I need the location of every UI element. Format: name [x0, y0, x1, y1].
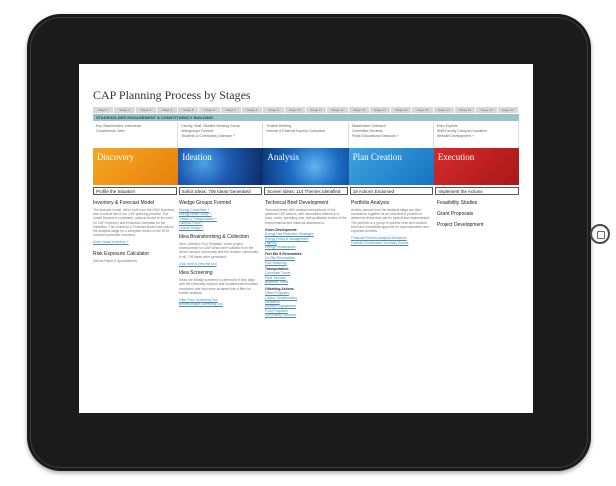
- link-item[interactable]: Staff-Faculty Campus Education: [436, 129, 487, 133]
- section-link[interactable]: Education: [265, 299, 280, 304]
- section-text: Actions passed from the analysis stage are then considered together as an investment portfolio to determine those that can be funded and implemented. The portfolio is a group of specific near term actions that have immediate approval for implementation and expected benefits.: [351, 208, 430, 234]
- section-heading: Wedge Groups Formed: [179, 200, 232, 206]
- link-item[interactable]: Key Stakeholders, Interviews: [96, 124, 142, 128]
- execution-column: [437, 199, 519, 399]
- stakeholder-links: [93, 122, 519, 148]
- links-column: [263, 122, 348, 148]
- link-item[interactable]: Students & Community Outreach +: [181, 134, 236, 138]
- link-item[interactable]: Stakeholder Outreach: [351, 124, 386, 128]
- stage-label: Stage 18: [455, 107, 476, 113]
- section-heading: Portfolio Analysis: [351, 200, 390, 206]
- stage-label: Stage 2: [114, 107, 135, 113]
- section-subheading: Transportation:: [265, 267, 290, 272]
- banner-label: Ideation: [182, 152, 212, 162]
- section-link[interactable]: Commuter Travel: [265, 271, 291, 276]
- stage-summaries: [93, 187, 519, 195]
- section-link[interactable]: Fuel Switching: [265, 260, 287, 265]
- stage-label: Stage 8: [242, 107, 263, 113]
- section-link[interactable]: Energy Policy & Management: [265, 236, 309, 241]
- link-item[interactable]: Committee Reviews: [351, 129, 383, 133]
- analysis-banner[interactable]: [263, 148, 348, 185]
- home-button[interactable]: [590, 224, 610, 244]
- section-heading: Idea Screening: [179, 270, 213, 277]
- stage-label: Stage 12: [327, 107, 348, 113]
- link-item[interactable]: Faculty, Staff, Student Working Group: [181, 124, 240, 128]
- summary-box: Screen Ideas: 114 Themes Identified: [264, 187, 348, 195]
- stage-label: Stage 5: [178, 107, 199, 113]
- link-item[interactable]: Workgroups Formed: [181, 129, 214, 133]
- links-column: [349, 122, 434, 148]
- section-link[interactable]: Community Outreach: [265, 313, 297, 318]
- banner-label: Analysis: [267, 152, 299, 162]
- link-item[interactable]: Internal & External Experts Consulted: [266, 129, 325, 133]
- stage-label: Stage 1: [93, 107, 114, 113]
- stage-label: Stage 7: [221, 107, 242, 113]
- banner-label: Execution: [437, 152, 475, 162]
- section-link[interactable]: Campus Food +: [179, 221, 203, 226]
- stage-label: Stage 6: [199, 107, 220, 113]
- section-link[interactable]: Benefit/Impact Screening Tool: [179, 302, 223, 307]
- link-item[interactable]: Website Development +: [436, 134, 475, 138]
- links-column: [434, 122, 519, 148]
- section-link[interactable]: Business Travel: [265, 280, 289, 285]
- banner-label: Discovery: [97, 152, 134, 162]
- section-link[interactable]: Student Engagement: [265, 304, 296, 309]
- link-item[interactable]: Trustee Briefing: [266, 124, 291, 128]
- section-subheading: Fuel Mix & Renewables:: [265, 251, 303, 256]
- section-text: The forecast model, which built from the GHG inventory, was a critical tool in our CAP planning process. The model became a consistent, rational choice to be used for CAP inventory and emissions forecasts for the institution. The Inventory & Forecast Model was used in the analysis stage for a complete review of the GHG reduction potential of actions.: [93, 208, 175, 238]
- links-column: [93, 122, 178, 148]
- stage-label: Stage 13: [349, 107, 370, 113]
- stage-label: Stage 14: [370, 107, 391, 113]
- stage-label: Stage 9: [263, 107, 284, 113]
- stage-label: Stage 3: [136, 107, 157, 113]
- section-link[interactable]: Culture Design +: [179, 225, 204, 230]
- stage-label: Stage 10: [285, 107, 306, 113]
- execution-banner[interactable]: [434, 148, 519, 185]
- tablet-screen: [79, 64, 533, 413]
- section-link[interactable]: Carbon Sequestration: [265, 295, 298, 300]
- section-subheading: Green Development:: [265, 227, 298, 232]
- stage-label: Stage 20: [498, 107, 519, 113]
- section-heading: Risk Exposure Calculator: [93, 250, 150, 257]
- section-link[interactable]: Financial Portfolio Analysis Worksheet: [351, 236, 407, 241]
- link-item[interactable]: Public Educational Sessions +: [351, 134, 399, 138]
- section-heading: Technical Brief Development: [265, 200, 329, 206]
- section-text: Idea Collection Tool Template. In the project brainstormed for CAP ideas were solicited from the whole campus community and the broader community. In all, 706 ideas were generated.: [179, 242, 259, 259]
- section-link[interactable]: Energy Infrastructure: [265, 245, 296, 250]
- stage-label: Stage 17: [434, 107, 455, 113]
- stage-bar: [93, 107, 519, 113]
- link-item[interactable]: Exec Experts: [436, 124, 458, 128]
- section-text: Ideas are initially screened to determine if they align with the University mission and fundamental boundary conditions and then were accepted into a filter for further analysis.: [179, 278, 258, 295]
- section-link[interactable]: On Site Renewables: [265, 256, 296, 261]
- summary-box: Implement the Actions: [435, 187, 519, 195]
- analysis-column: [265, 199, 347, 399]
- stage-label: Stage 16: [412, 107, 433, 113]
- section-link[interactable]: Filter Form Screening Tool: [179, 298, 218, 303]
- section-link[interactable]: Lighting: [265, 241, 277, 246]
- section-link[interactable]: Fleet Services: [265, 275, 286, 280]
- stage-details: [93, 199, 519, 399]
- section-text: Technical briefs offer detailed descriptions of the potential CAP actions, with associated reference to tools, costs, operating cost, and qualitative review of the environmental and financial assessment.: [265, 208, 347, 225]
- plan-creation-banner[interactable]: [349, 148, 434, 185]
- discovery-column: [93, 199, 175, 399]
- link-item[interactable]: Constituents: Web: [96, 129, 125, 133]
- section-link[interactable]: Kinto Hobart Inventory +: [93, 240, 129, 245]
- stage-label: Stage 15: [391, 107, 412, 113]
- section-link[interactable]: Transit & Transportation +: [179, 216, 217, 221]
- summary-box: 19 Actions Endorsed: [350, 187, 434, 195]
- stage-label: Stage 19: [476, 107, 497, 113]
- stage-label: Stage 4: [157, 107, 178, 113]
- section-link[interactable]: Portfolio Prioritization Summary Scores: [351, 240, 409, 245]
- summary-box: Profile the Situation: [93, 187, 177, 195]
- links-column: [178, 122, 263, 148]
- section-link[interactable]: Food Programs: [265, 308, 288, 313]
- section-heading: Project Development: [437, 222, 484, 228]
- stage-label: Stage 11: [306, 107, 327, 113]
- section-link[interactable]: Offset Programs: [265, 291, 289, 296]
- section-heading: Inventory & Forecast Model: [93, 200, 155, 206]
- discovery-banner[interactable]: [93, 148, 178, 185]
- section-heading: Grant Proposals: [437, 211, 474, 217]
- section-link[interactable]: Energy Ideas Group +: [179, 212, 212, 217]
- section-link[interactable]: Energy Use Reduction Strategies: [265, 232, 314, 237]
- banner-label: Plan Creation: [352, 152, 402, 162]
- section-link[interactable]: Click here to view the tool: [179, 261, 217, 266]
- ideation-banner[interactable]: [178, 148, 263, 185]
- section-link[interactable]: Energy Committee +: [179, 208, 210, 212]
- section-subheading: Offsetting Actions:: [265, 286, 295, 291]
- page-title: CAP Planning Process by Stages: [93, 88, 251, 102]
- ideation-column: [179, 199, 261, 399]
- section-text: (Whole Paper & Spreadsheet): [93, 258, 137, 263]
- plan-creation-column: [351, 199, 433, 399]
- stakeholder-bar: STAKEHOLDER ENGAGEMENT & CONSTITUENCY BUILDING: [93, 114, 519, 121]
- summary-box: Solicit Ideas: 706 Ideas Generated: [179, 187, 263, 195]
- section-heading: Feasibility Studies: [437, 200, 478, 206]
- section-heading: Idea Brainstorming & Collection: [179, 234, 250, 241]
- stage-banners: [93, 148, 519, 185]
